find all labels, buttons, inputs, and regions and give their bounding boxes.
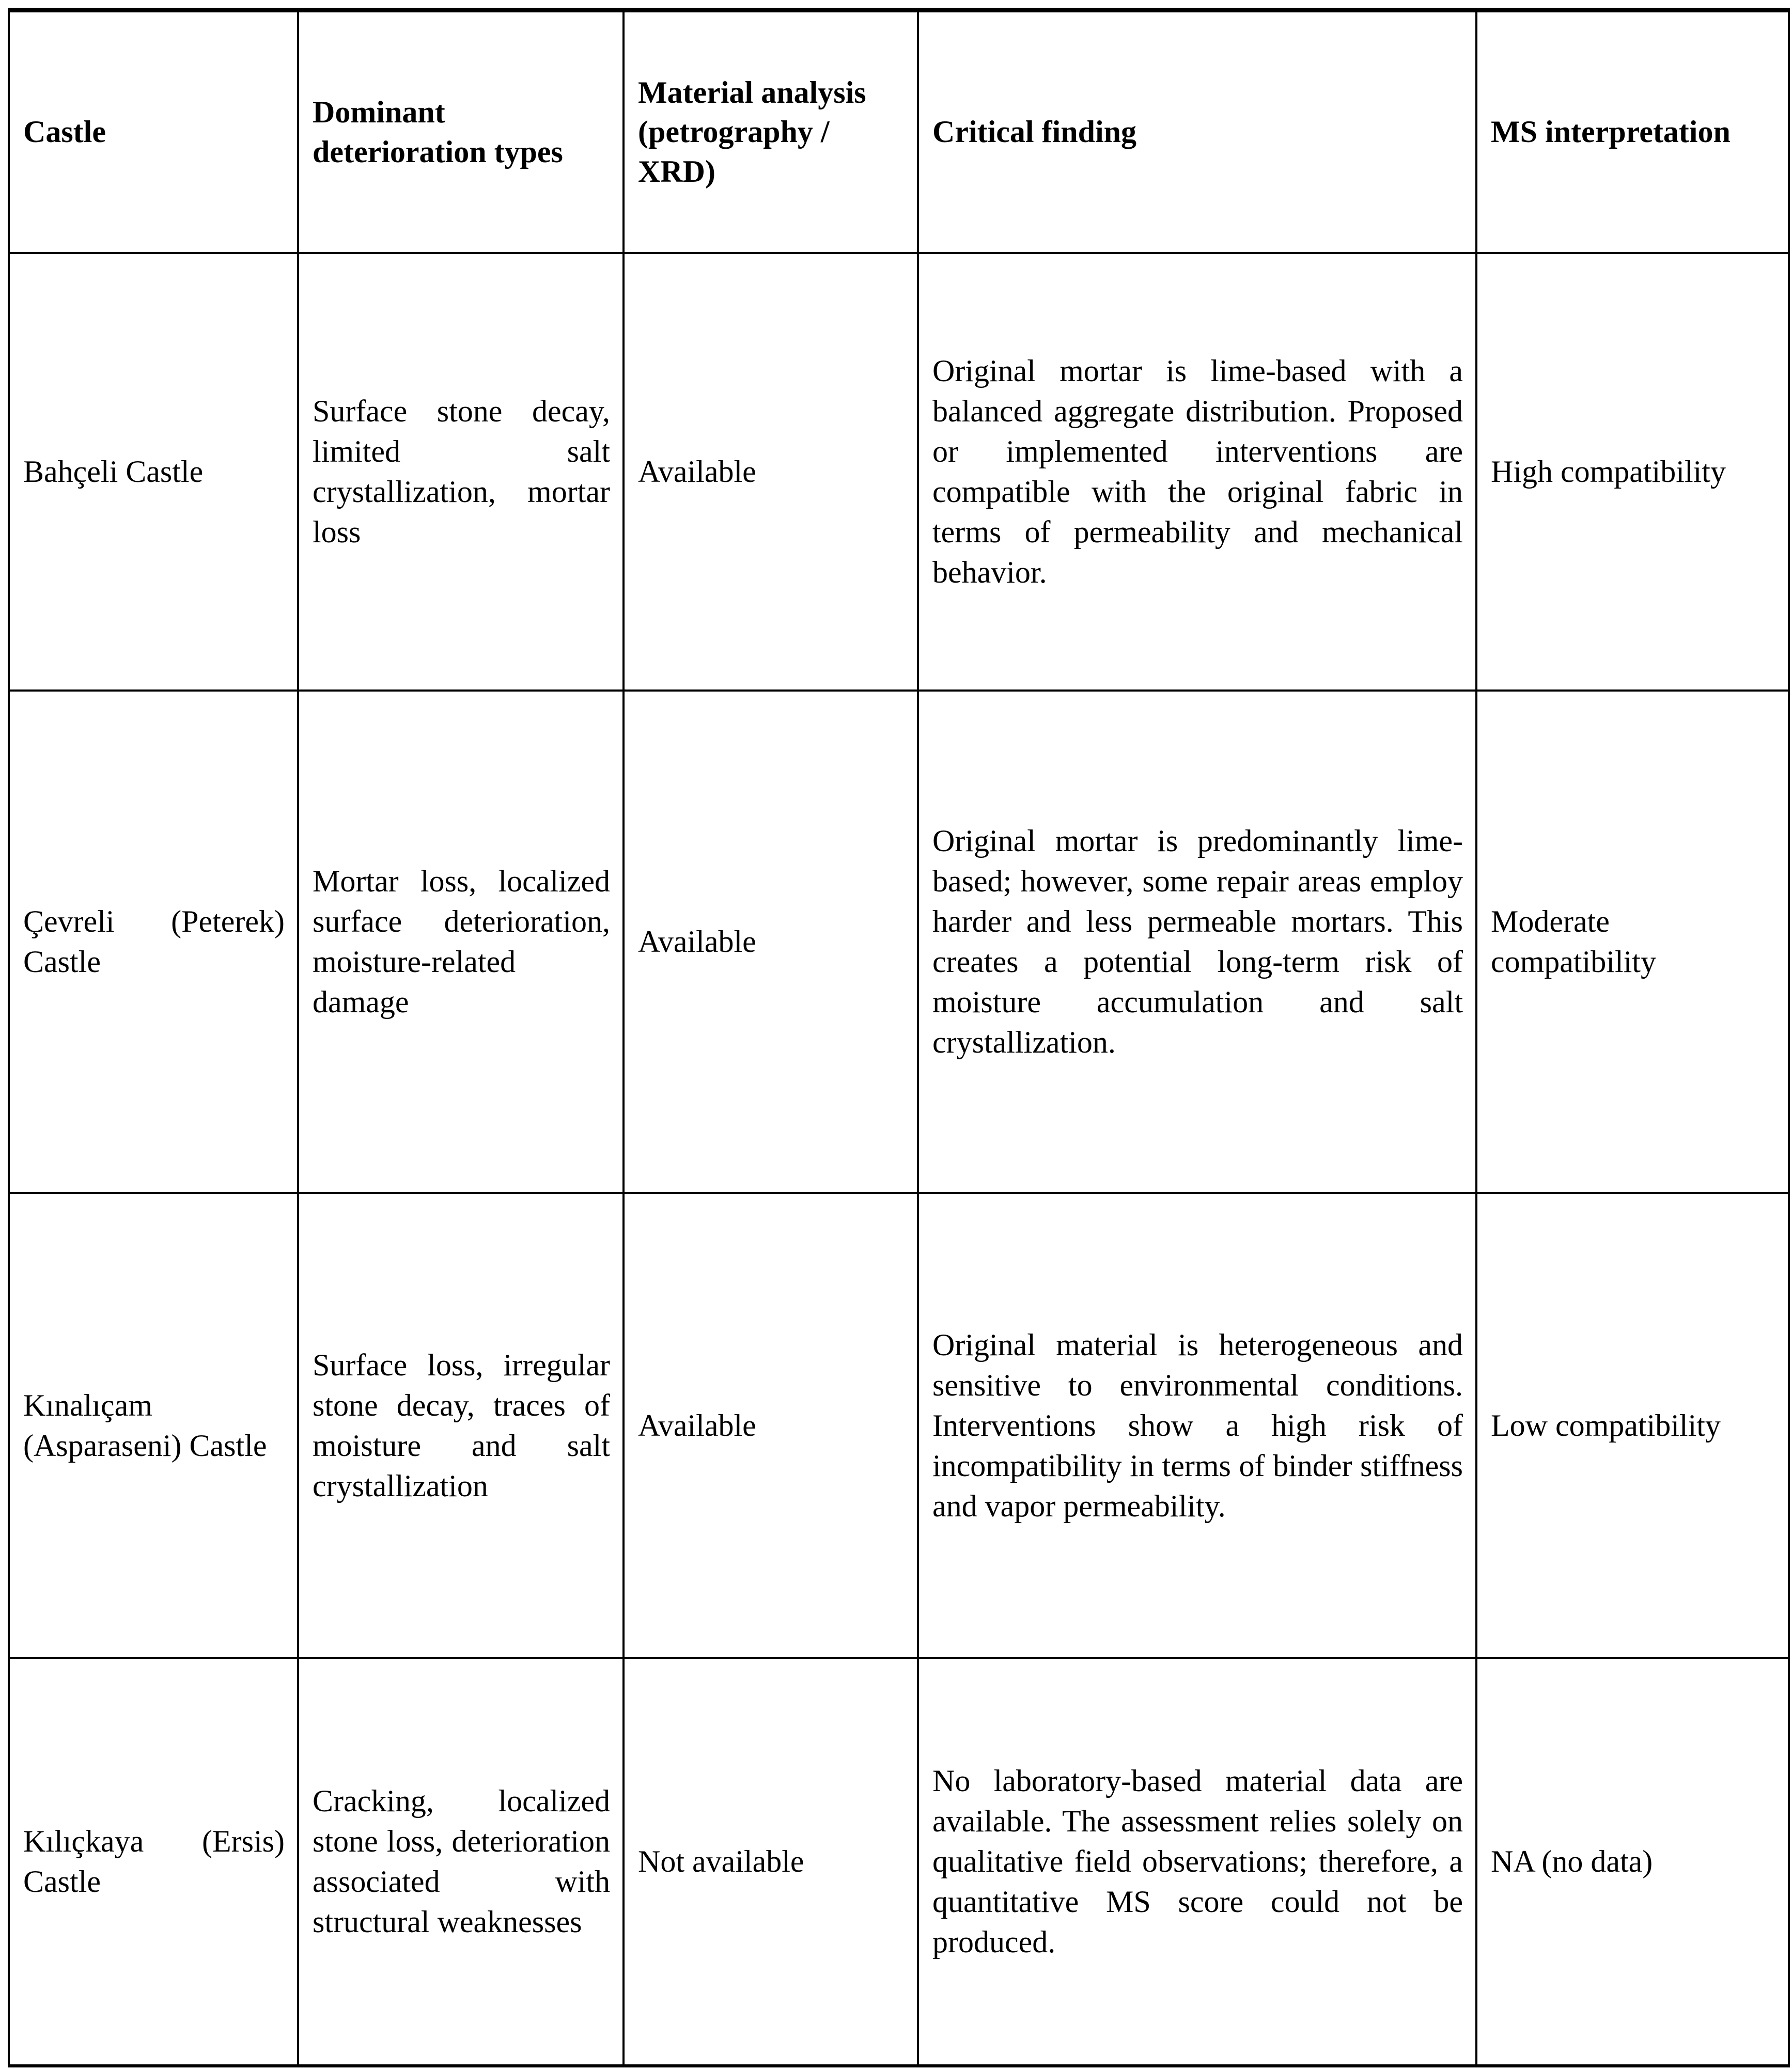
cell-material-analysis — [624, 1658, 918, 2066]
table-row — [9, 253, 1789, 691]
critical-finding-text: Original mortar is lime-based with a balanced aggregate distribution. Proposed or implemented interventions are compatible with the original fabric in terms of permeability and mechanical behavior. — [932, 354, 1463, 589]
cell-deterioration-types — [298, 253, 624, 691]
material-analysis-status: Available — [638, 1408, 756, 1443]
deterioration-types-text: Surface stone decay, limited salt crystallization, mortar loss — [313, 394, 610, 549]
ms-interpretation-text: Low compatibility — [1491, 1408, 1721, 1443]
column-header-ms-interpretation-label: MS interpretation — [1491, 115, 1731, 149]
castle-assessment-table — [8, 8, 1790, 2067]
column-header-castle — [9, 10, 298, 253]
castle-name-label: Çevreli (Peterek) Castle — [23, 904, 285, 979]
cell-deterioration-types — [298, 691, 624, 1193]
deterioration-types-text: Surface loss, irregular stone decay, traces of moisture and salt crystallization — [313, 1347, 610, 1503]
castle-name-label: Kılıçkaya (Ersis) Castle — [23, 1824, 285, 1899]
cell-critical-finding — [918, 1658, 1476, 2066]
ms-interpretation-text: High compatibility — [1491, 454, 1726, 489]
ms-interpretation-text: NA (no data) — [1491, 1844, 1653, 1878]
column-header-material-analysis — [624, 10, 918, 253]
cell-deterioration-types — [298, 1193, 624, 1658]
cell-ms-interpretation — [1476, 1193, 1789, 1658]
critical-finding-text: No laboratory-based material data are available. The assessment relies solely on qualitative field observations; therefore, a quantitative MS score could not be produced. — [932, 1764, 1463, 1959]
cell-ms-interpretation — [1476, 691, 1789, 1193]
header-row — [9, 10, 1789, 253]
cell-castle-name — [9, 691, 298, 1193]
cell-deterioration-types — [298, 1658, 624, 2066]
column-header-deterioration-label: Dominant deterioration types — [313, 95, 563, 169]
cell-castle-name — [9, 1193, 298, 1658]
deterioration-types-text: Cracking, localized stone loss, deterioration associated with structural weaknesses — [313, 1784, 610, 1939]
material-analysis-status: Not available — [638, 1844, 804, 1878]
cell-ms-interpretation — [1476, 253, 1789, 691]
cell-material-analysis — [624, 1193, 918, 1658]
column-header-deterioration — [298, 10, 624, 253]
table-body — [9, 253, 1789, 2066]
table-row — [9, 1658, 1789, 2066]
cell-castle-name — [9, 1658, 298, 2066]
column-header-ms-interpretation — [1476, 10, 1789, 253]
column-header-castle-label: Castle — [23, 115, 106, 149]
column-header-critical-finding — [918, 10, 1476, 253]
castle-name-label: Kınalıçam (Asparaseni) Castle — [23, 1388, 267, 1463]
cell-critical-finding — [918, 1193, 1476, 1658]
cell-critical-finding — [918, 253, 1476, 691]
critical-finding-text: Original mortar is predominantly lime-based; however, some repair areas employ harder and less permeable mortars. This creates a potential long-term risk of moisture accumulation and salt crystallization. — [932, 824, 1463, 1059]
deterioration-types-text: Mortar loss, localized surface deterioration, moisture-related damage — [313, 864, 610, 1019]
column-header-material-analysis-label: Material analysis (petrography / XRD) — [638, 75, 866, 189]
cell-material-analysis — [624, 691, 918, 1193]
table-header — [9, 10, 1789, 253]
cell-critical-finding — [918, 691, 1476, 1193]
column-header-critical-finding-label: Critical finding — [932, 115, 1137, 149]
critical-finding-text: Original material is heterogeneous and sensitive to environmental conditions. Interventions show a high risk of incompatibility in terms of binder stiffness and vapor permeability. — [932, 1327, 1463, 1523]
table-row — [9, 691, 1789, 1193]
ms-interpretation-text: Moderate compatibility — [1491, 904, 1656, 979]
cell-ms-interpretation — [1476, 1658, 1789, 2066]
material-analysis-status: Available — [638, 454, 756, 489]
castle-name-label: Bahçeli Castle — [23, 454, 204, 489]
table-row — [9, 1193, 1789, 1658]
cell-material-analysis — [624, 253, 918, 691]
cell-castle-name — [9, 253, 298, 691]
material-analysis-status: Available — [638, 924, 756, 959]
